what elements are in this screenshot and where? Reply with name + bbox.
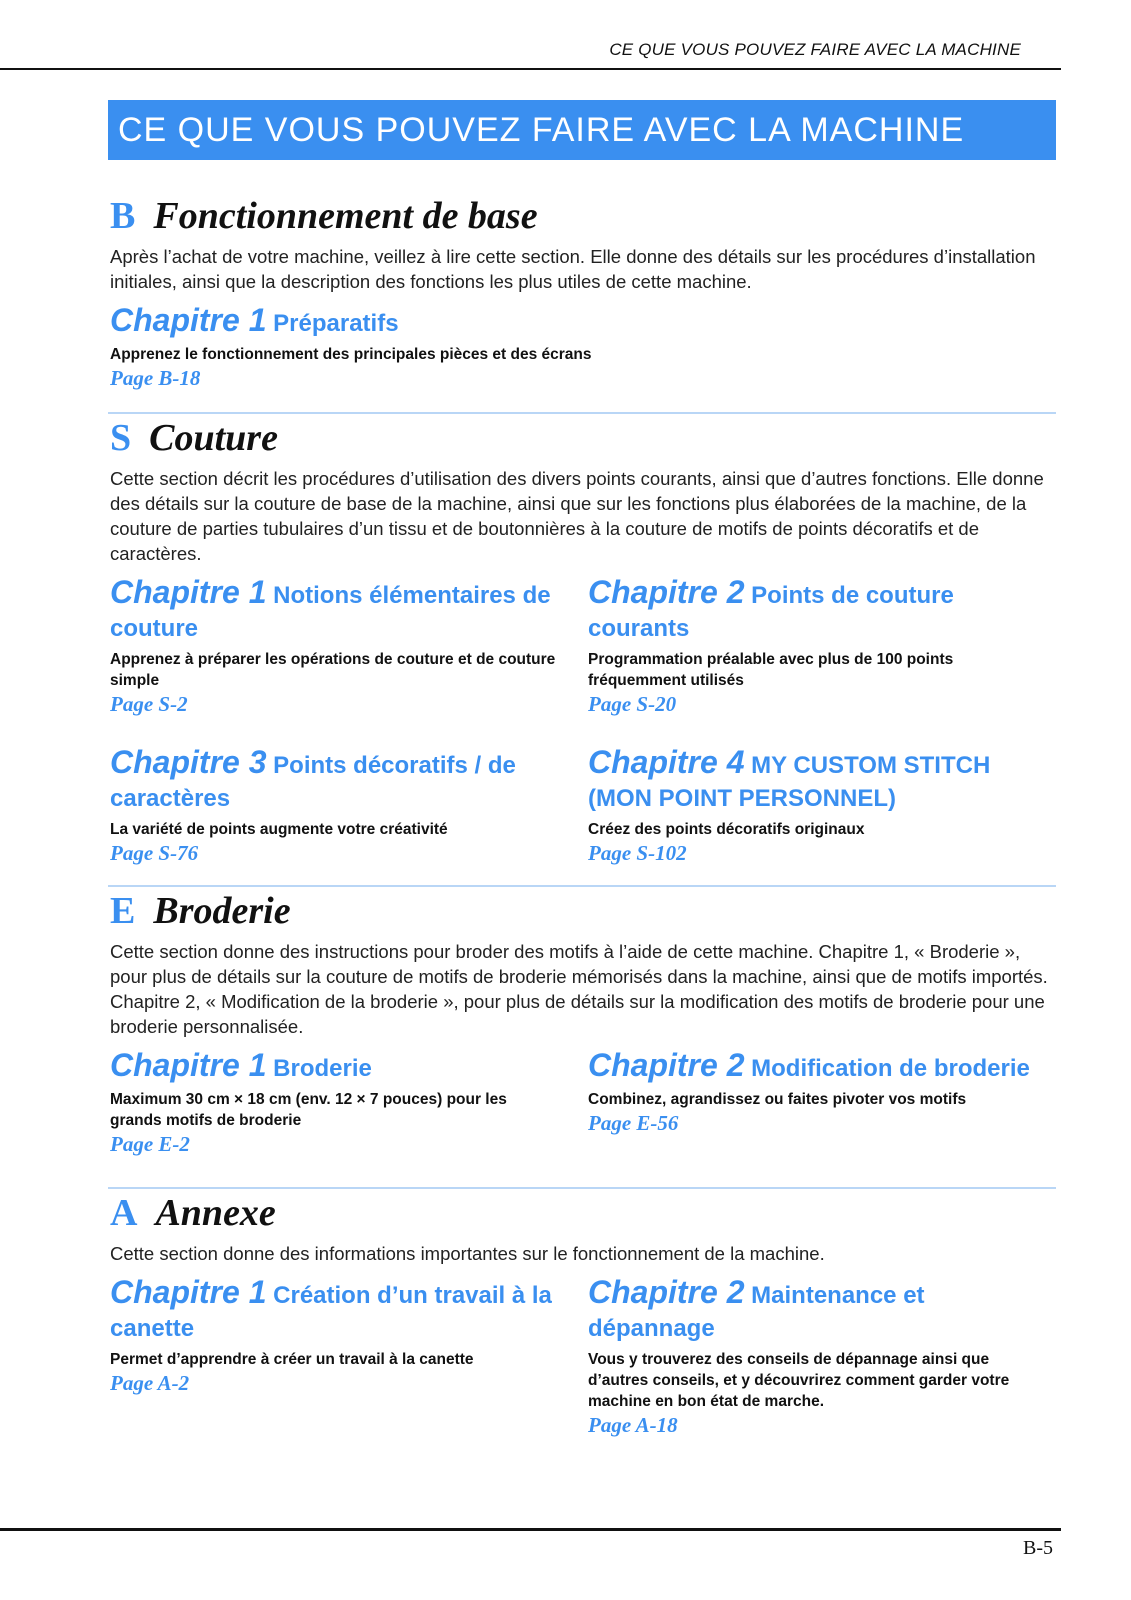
chapter-description: Permet d’apprendre à créer un travail à la canette [110,1351,474,1368]
chapter-description: Créez des points décoratifs originaux [588,821,865,838]
chapter-e2 [588,1049,1038,1136]
chapter-description: Apprenez le fonctionnement des principales pièces et des écrans [110,346,592,363]
chapter-page-link[interactable]: Page A-18 [588,1413,678,1437]
chapter-description: Vous y trouverez des conseils de dépannage ainsi que d’autres conseils, et y découvrirez comment garder votre machine en bon état de marche. [588,1351,1010,1410]
chapter-description: Programmation préalable avec plus de 100 points fréquemment utilisés [588,651,954,689]
header-rule [0,68,1061,70]
section-title-text: Annexe [155,1192,276,1234]
chapter-name: Notions élémentaires de couture [110,582,551,642]
chapter-name: Modification de broderie [751,1055,1030,1082]
chapter-name: Broderie [273,1055,372,1082]
section-couture [110,416,1056,876]
section-description: Après l’achat de votre machine, veillez à lire cette section. Elle donne des détails sur les procédures d’installation initiales, ainsi que la description des fonctions les plus utiles de cette machine. [110,246,1036,292]
chapter-title [110,1276,560,1345]
chapter-page-link[interactable]: Page S-20 [588,692,677,716]
chapter-s1 [110,576,560,717]
chapter-page-link[interactable]: Page S-102 [588,841,687,865]
chapter-name: Création d’un travail à la canette [110,1282,552,1342]
section-title [110,889,1056,933]
chapter-label: Chapitre 1 [110,302,267,338]
section-fonctionnement-de-base [110,194,1056,390]
chapter-title [110,746,560,815]
chapter-page-link[interactable]: Page E-2 [110,1132,190,1156]
section-title-text: Fonctionnement de base [153,195,538,237]
page-banner-title: CE QUE VOUS POUVEZ FAIRE AVEC LA MACHINE [108,100,1056,160]
page-number: B-5 [1023,1537,1053,1559]
chapter-e1 [110,1049,560,1157]
section-divider [108,885,1056,887]
chapter-title [110,1049,560,1085]
chapter-title [588,1049,1038,1085]
chapter-name: MY CUSTOM STITCH (MON POINT PERSONNEL) [588,752,991,812]
chapter-label: Chapitre 4 [588,744,745,780]
section-letter: E [110,890,136,932]
chapter-page-link[interactable]: Page B-18 [110,366,201,390]
section-description: Cette section donne des instructions pour broder des motifs à l’aide de cette machine. Chapitre 1, « Broderie », pour plus de détails sur la couture de motifs de broderie mémorisés dans la machine, ainsi que de motifs importés. Chapitre 2, « Modification de la broderie », pour plus de détails sur la modification des motifs de broderie pour une broderie personnalisée. [110,941,1048,1037]
chapter-page-link[interactable]: Page A-2 [110,1371,190,1395]
chapter-a2 [588,1276,1038,1438]
section-letter: A [110,1192,138,1234]
chapter-description: Maximum 30 cm × 18 cm (env. 12 × 7 pouces) pour les grands motifs de broderie [110,1091,507,1129]
section-description: Cette section décrit les procédures d’utilisation des divers points courants, ainsi que d’autres fonctions. Elle donne des détails sur la couture de base de la machine, ainsi que sur les fonctions plus élaborées de la machine, de la couture de parties tubulaires d’un tissu et de boutonnières à la couture de motifs de points décoratifs et de caractères. [110,468,1044,564]
chapter-title [110,304,1010,340]
chapter-s2 [588,576,1038,717]
section-letter: B [110,195,136,237]
chapter-page-link[interactable]: Page S-76 [110,841,199,865]
section-title [110,1191,1056,1235]
chapter-label: Chapitre 3 [110,744,267,780]
chapter-description: Combinez, agrandissez ou faites pivoter vos motifs [588,1091,967,1108]
chapter-b1 [110,304,1010,391]
chapter-s3 [110,746,560,866]
chapter-label: Chapitre 1 [110,1047,267,1083]
chapter-description: La variété de points augmente votre créativité [110,821,448,838]
section-broderie [110,889,1056,1189]
section-title [110,194,1056,238]
chapter-s4 [588,746,1038,866]
section-divider [108,412,1056,414]
chapter-name: Maintenance et dépannage [588,1282,925,1342]
chapter-page-link[interactable]: Page S-2 [110,692,188,716]
chapter-title [588,576,1038,645]
chapter-label: Chapitre 2 [588,1047,745,1083]
chapter-name: Points décoratifs / de caractères [110,752,516,812]
running-header: CE QUE VOUS POUVEZ FAIRE AVEC LA MACHINE [609,40,1021,59]
chapter-label: Chapitre 1 [110,1274,267,1310]
chapter-label: Chapitre 1 [110,574,267,610]
section-title-text: Broderie [153,890,291,932]
section-annexe [110,1191,1056,1446]
section-title-text: Couture [149,417,278,459]
chapter-title [588,746,1038,815]
section-divider [108,1187,1056,1189]
chapter-name: Préparatifs [273,310,399,337]
chapter-a1 [110,1276,560,1396]
section-title [110,416,1056,460]
chapter-title [588,1276,1038,1345]
chapter-name: Points de couture courants [588,582,954,642]
chapter-label: Chapitre 2 [588,574,745,610]
chapter-label: Chapitre 2 [588,1274,745,1310]
chapter-title [110,576,560,645]
chapter-description: Apprenez à préparer les opérations de couture et de couture simple [110,651,556,689]
footer-rule [0,1528,1061,1531]
section-description: Cette section donne des informations importantes sur le fonctionnement de la machine. [110,1243,825,1264]
chapter-page-link[interactable]: Page E-56 [588,1111,679,1135]
section-letter: S [110,417,132,459]
